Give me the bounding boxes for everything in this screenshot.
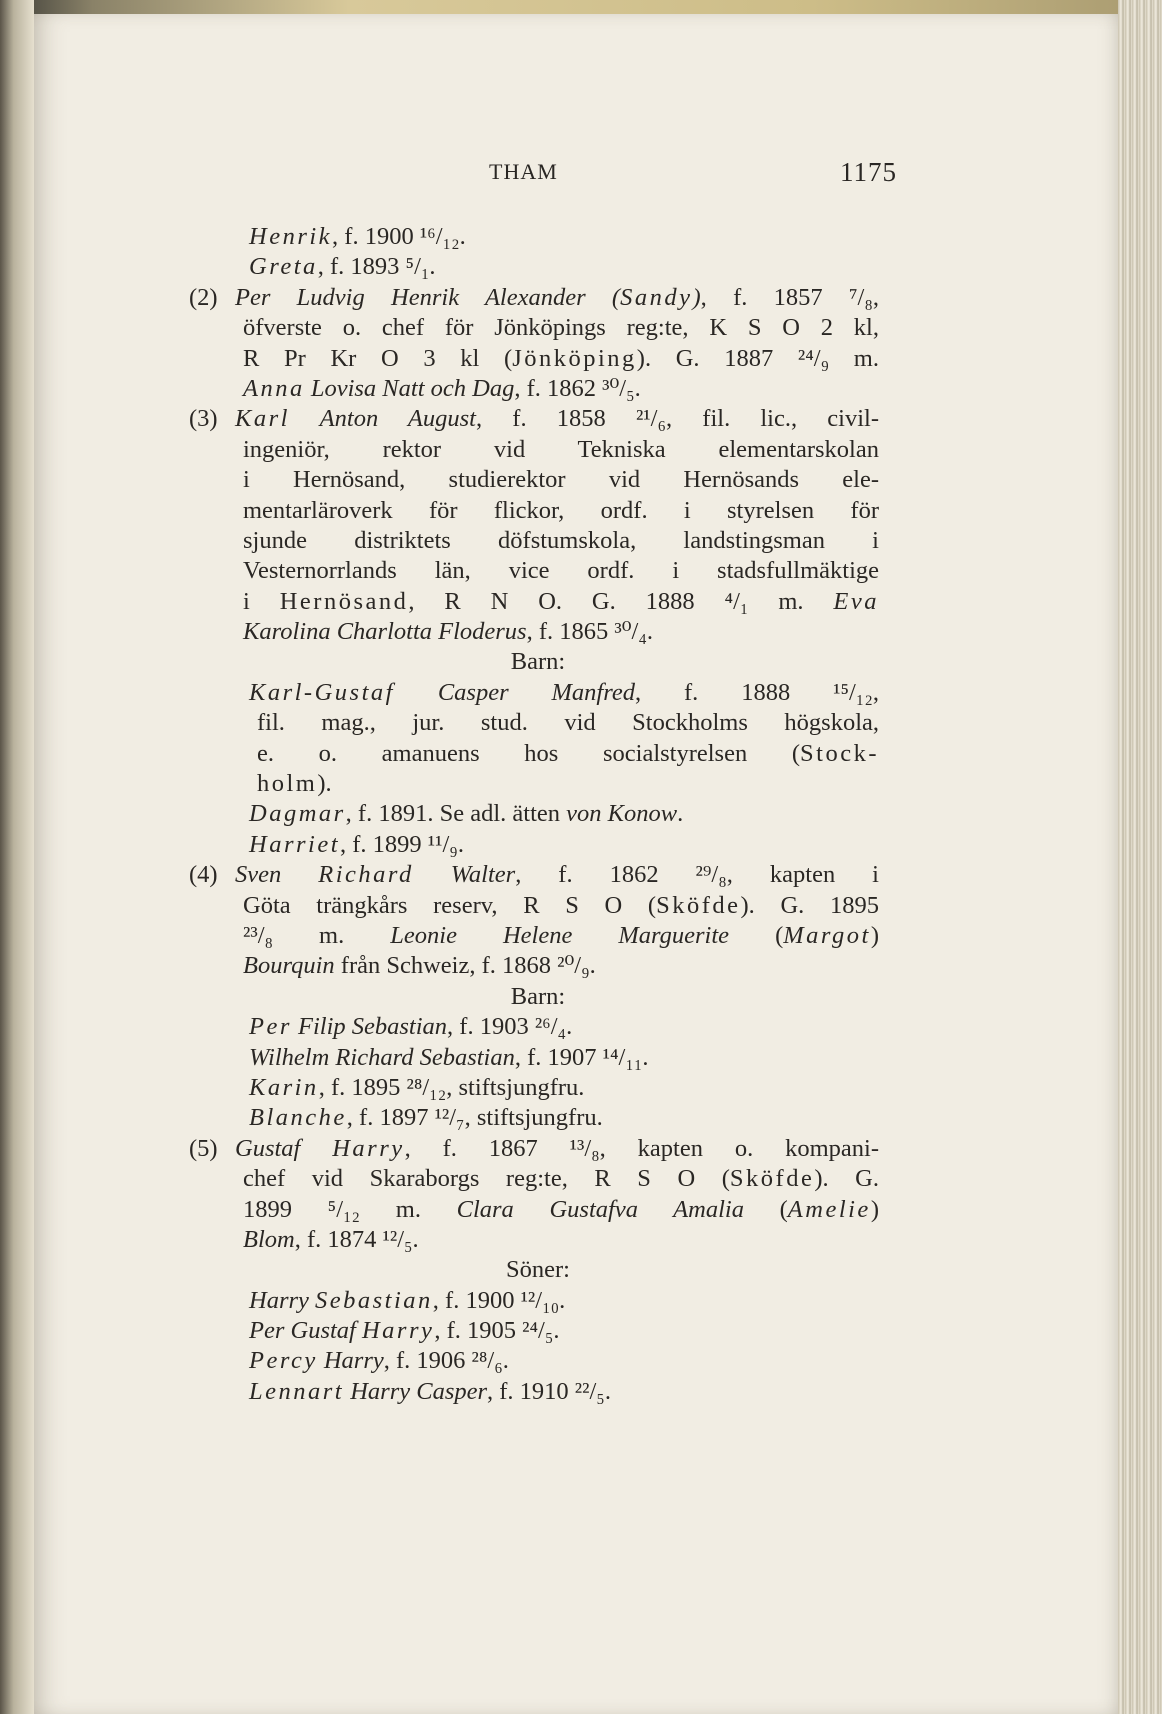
text-line [197, 465, 879, 495]
text-segment: Richard [318, 861, 414, 889]
text-line [197, 1377, 879, 1407]
text-segment: , f. 1865 ³⁰/₄. [526, 618, 654, 646]
text-line [197, 1103, 879, 1133]
text-segment: Bourquin [243, 952, 335, 980]
text-segment: , f. 1900 ¹²/₁₀. [432, 1286, 566, 1314]
text-segment: Greta [249, 253, 318, 281]
text-line [197, 830, 879, 860]
text-segment: von Konow [566, 800, 678, 828]
text-segment: sjunde distriktets döfstumskola, landstingsman i [243, 526, 879, 554]
text-segment: Casper Manfred [394, 678, 635, 706]
text-segment: , f. 1910 ²²/₅. [487, 1377, 611, 1405]
text-segment: Filip Sebastian [291, 1013, 448, 1041]
text-line [197, 891, 879, 921]
text-line [197, 1043, 879, 1073]
text-segment: Harriet [249, 830, 340, 858]
text-segment: ( [743, 1195, 788, 1223]
page-number: 1175 [840, 157, 897, 187]
text-segment: öfverste o. chef för Jönköpings reg:te, K S O 2 kl, [243, 314, 879, 342]
text-segment: , f. 1874 ¹²/₅. [294, 1225, 419, 1253]
text-line [197, 921, 879, 951]
text-segment: Harry [361, 1317, 435, 1345]
text-line [197, 526, 879, 556]
text-segment: Harry Casper [344, 1377, 488, 1405]
text-segment: Sköfde [656, 891, 741, 919]
text-segment: Per Gustaf [249, 1317, 362, 1345]
text-segment: Karin [249, 1073, 319, 1101]
text-segment: , f. 1899 ¹¹/₉. [340, 830, 464, 858]
text-segment: , f. 1858 ²¹/₆, fil. lic., civil- [476, 405, 879, 433]
text-segment: , f. 1891. Se adl. ätten [345, 800, 567, 828]
text-line [197, 222, 879, 252]
text-segment: Leonie Helene Marguerite [390, 921, 730, 949]
text-segment: Vesternorrlands län, vice ordf. i stadsfullmäktige [243, 557, 879, 585]
text-segment: Wilhelm Richard Sebastian [249, 1043, 515, 1071]
text-segment: Lennart [249, 1377, 345, 1405]
text-segment: Sandy [620, 283, 693, 311]
text-segment: Anna [243, 374, 305, 402]
text-line [197, 799, 879, 829]
text-line [197, 1012, 879, 1042]
text-segment: Dagmar [249, 800, 346, 828]
text-line [197, 1225, 879, 1255]
text-segment: , f. 1888 ¹⁵/₁₂, [635, 678, 880, 706]
page-header [34, 159, 1118, 189]
text-segment: Sven [235, 861, 319, 889]
text-line [197, 1286, 879, 1316]
text-line [197, 1346, 879, 1376]
text-segment: i [243, 587, 280, 615]
entry-number: (5) [189, 1134, 218, 1162]
text-line [197, 678, 879, 708]
entry-number: (4) [189, 861, 218, 889]
text-segment: Lovisa Natt och Dag [304, 374, 515, 402]
text-line [197, 647, 879, 677]
text-segment: ( [729, 921, 784, 949]
text-segment: Blom [243, 1225, 295, 1253]
text-segment: , f. 1903 ²⁶/₄. [447, 1013, 573, 1041]
text-segment: , f. 1897 ¹²/₇, stiftsjungfru. [346, 1104, 603, 1132]
text-segment: Jönköping [512, 344, 637, 372]
text-segment: Söner: [506, 1256, 570, 1284]
text-segment: Karl [235, 405, 290, 433]
text-line [189, 1134, 879, 1164]
page-edges [1118, 0, 1162, 1714]
text-segment: ). G. 1887 ²⁴/₉ m. [636, 344, 879, 372]
text-line [197, 496, 879, 526]
text-line [189, 404, 879, 434]
text-line [197, 374, 879, 404]
text-segment: Eva [833, 587, 880, 615]
text-segment: Harry [332, 1134, 405, 1162]
text-segment: Clara Gustafva Amalia [456, 1195, 744, 1223]
text-segment: chef vid Skaraborgs reg:te, R S O ( [243, 1165, 730, 1193]
text-segment: 1899 ⁵/₁₂ m. [243, 1195, 457, 1223]
text-segment: Harry [317, 1347, 384, 1375]
text-segment: Anton August [289, 405, 476, 433]
book-gutter [0, 0, 34, 1714]
text-segment: , f. 1900 ¹⁶/₁₂. [332, 223, 466, 250]
text-line [197, 587, 879, 617]
text-line [197, 344, 879, 374]
text-segment: Hernösand [279, 587, 409, 615]
text-segment: Blanche [249, 1104, 347, 1132]
text-segment: , R N O. G. 1888 ⁴/₁ m. [408, 587, 834, 615]
text-line [197, 313, 879, 343]
text-segment: mentarläroverk för flickor, ordf. i styrelsen för [243, 496, 879, 524]
text-line [197, 1255, 879, 1285]
text-line [197, 435, 879, 465]
text-segment: , f. 1907 ¹⁴/₁₁. [514, 1043, 649, 1071]
text-segment: Per [249, 1013, 292, 1041]
text-segment: Sebastian [315, 1286, 433, 1314]
text-line [197, 951, 879, 981]
genealogy-entries [189, 222, 880, 1407]
text-segment: . [677, 800, 684, 828]
text-line [197, 739, 879, 769]
text-segment: Harry [249, 1286, 316, 1314]
text-segment: ). [317, 770, 332, 798]
text-line [189, 860, 879, 890]
text-segment: Per Ludvig Henrik Alexander ( [235, 283, 621, 311]
text-segment: , f. 1867 ¹³/₈, kapten o. kompani- [404, 1134, 879, 1162]
text-segment: Stock- [800, 739, 879, 767]
text-line [197, 1316, 879, 1346]
text-segment: ). G. 1895 [740, 891, 879, 919]
text-line [197, 982, 879, 1012]
text-segment: Sköfde [729, 1165, 815, 1193]
text-segment: , f. 1895 ²⁸/₁₂, stiftsjungfru. [318, 1073, 585, 1101]
text-segment: fil. mag., jur. stud. vid Stockholms högskola, [257, 709, 879, 737]
text-line [197, 769, 879, 799]
text-line [197, 708, 879, 738]
text-segment: Henrik [249, 223, 333, 250]
text-segment: , f. 1857 ⁷/₈, [700, 283, 879, 311]
text-segment: Walter [413, 861, 516, 889]
text-segment: , f. 1893 ⁵/₁. [317, 253, 436, 281]
text-segment: ingeniör, rektor vid Tekniska elementarskolan [243, 435, 879, 463]
text-line [197, 252, 879, 282]
text-segment: ). G. [814, 1165, 879, 1193]
text-segment: R Pr Kr O 3 kl ( [243, 344, 513, 372]
text-line [197, 1073, 879, 1103]
text-segment: Amelie [787, 1195, 871, 1223]
text-segment: Percy [249, 1347, 318, 1375]
text-segment: Barn: [510, 982, 566, 1010]
text-line [197, 1164, 879, 1194]
book-page [34, 14, 1118, 1714]
text-segment: e. o. amanuens hos socialstyrelsen ( [257, 739, 801, 767]
text-segment: , f. 1906 ²⁸/₆. [383, 1347, 509, 1375]
text-segment: från Schweiz, f. 1868 ²⁰/₉. [334, 952, 596, 980]
text-segment: Margot [783, 921, 871, 949]
text-segment: ²³/₈ m. [243, 921, 391, 949]
text-line [197, 617, 879, 647]
text-segment: Gustaf [235, 1134, 333, 1162]
text-segment: Göta trängkårs reserv, R S O ( [243, 891, 657, 919]
text-segment: Karl-Gustaf [249, 678, 395, 706]
text-segment: ) [870, 921, 879, 949]
entry-number: (2) [189, 283, 218, 311]
text-segment: , f. 1862 ³⁰/₅. [514, 374, 641, 402]
text-segment: ) [692, 283, 701, 311]
text-segment: ) [870, 1195, 879, 1223]
text-segment: , f. 1905 ²⁴/₅. [434, 1317, 560, 1345]
text-line [197, 1195, 879, 1225]
entry-number: (3) [189, 405, 218, 433]
text-segment: , f. 1862 ²⁹/₈, kapten i [515, 861, 879, 889]
text-segment: i Hernösand, studierektor vid Hernösands ele- [243, 466, 879, 494]
text-line [197, 556, 879, 586]
text-line [189, 283, 879, 313]
text-segment: Barn: [510, 648, 566, 676]
text-segment: Karolina Charlotta Floderus [243, 618, 527, 646]
running-title: THAM [489, 159, 558, 184]
text-segment: holm [257, 770, 318, 798]
